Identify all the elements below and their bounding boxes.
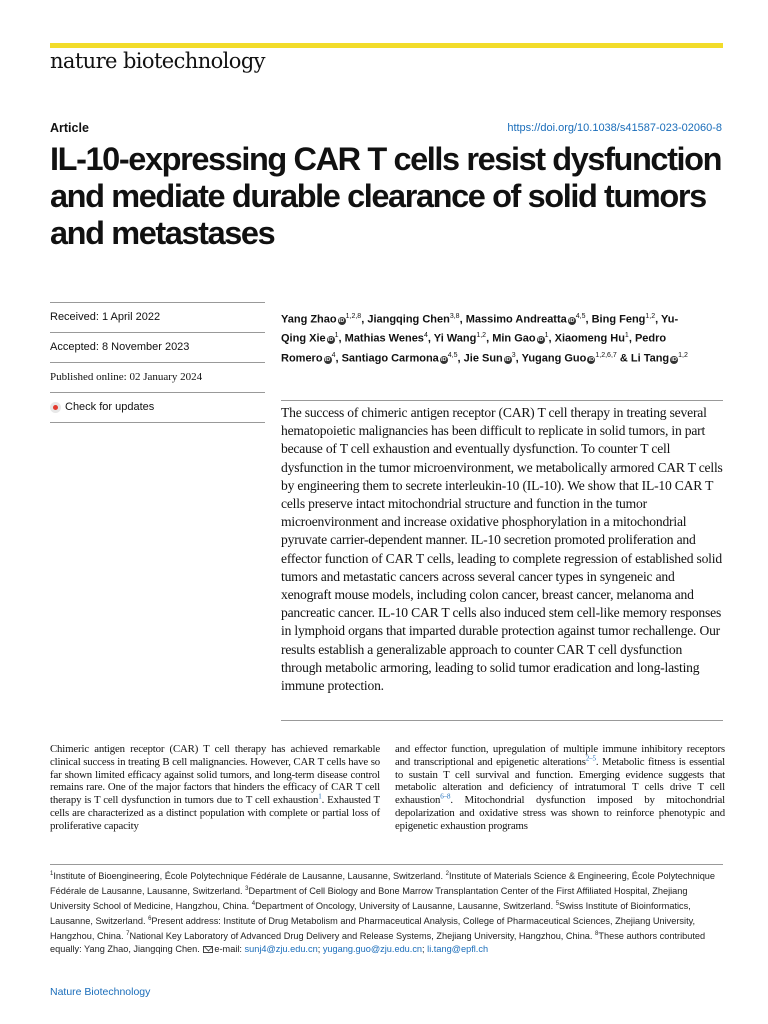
author-affiliation-marker: 1,2	[476, 332, 487, 340]
author-name[interactable]: Santiago Carmona	[341, 352, 439, 365]
check-for-updates-button[interactable]	[50, 392, 265, 423]
author-affiliation-marker: 1,2	[645, 313, 656, 320]
orcid-icon[interactable]: iD	[671, 356, 677, 363]
author-affiliation-marker: 3,8	[449, 313, 460, 320]
affiliation-number: 8	[595, 930, 599, 937]
body-text: . Metabolic fitness is essential to sustain T cell survival and function. Emerging evidence suggests that metabolic alteration and deficiency of intratumoral T cells drive T cell exhaustion	[395, 755, 725, 807]
check-for-updates-label: Check for updates	[65, 401, 155, 413]
affiliation-text: Institute of Bioengineering, École Polytechnique Fédérale de Lausanne, Lausanne, Switzerland.	[53, 871, 446, 882]
published-date: Published online: 02 January 2024	[50, 362, 265, 392]
author-affiliation-marker: 4,5	[575, 313, 586, 320]
author-affiliation-marker: 1,2,6,7	[595, 351, 617, 359]
affiliation-text: National Key Laboratory of Advanced Drug Delivery and Release Systems, Zhejiang University, Hangzhou, China.	[129, 930, 596, 941]
author-affiliation-marker: 1,2	[678, 351, 688, 359]
doi-link[interactable]: https://doi.org/10.1038/s41587-023-02060-8	[507, 122, 722, 134]
article-title: IL-10-expressing CAR T cells resist dysfunction and mediate durable clearance of solid tumors and metastases	[50, 141, 722, 251]
body-column-right	[395, 743, 725, 833]
affiliation-text: Department of Cell Biology and Bone Marrow Transplantation Center of the First Affiliated Hospital, Zhejiang University School of Medicine, Hangzhou, China.	[50, 886, 688, 911]
author-name[interactable]: Xiaomeng Hu	[554, 333, 625, 346]
author-affiliation-marker: 1	[544, 332, 549, 340]
affiliation-number: 3	[245, 885, 249, 892]
author-name[interactable]: Yang Zhao	[281, 313, 337, 326]
abstract: The success of chimeric antigen receptor (CAR) T cell therapy in treating several hematopoietic malignancies has been difficult to replicate in solid tumors, in part because of T cell exhaustion and eventually dysfunction. To counter T cell dysfunction in the tumor microenvironment, we metabolically armored CAR T cells by engineering them to secrete interleukin-10 (IL-10). We show that IL-10 CAR T cells preserve intact mitochondrial structure and function in the tumor microenvironment and increase oxidative phosphorylation in a mitochondrial pyruvate carrier-dependent manner. IL-10 secretion promoted proliferation and effector function of CAR T cells, leading to complete regression of established solid tumors and metastatic cancers across several cancer types in syngeneic and xenograft mouse models, including colon cancer, breast cancer, melanoma and pancreatic cancer. IL-10 CAR T cells also induced stem cell-like memory responses in lymphoid organs that imparted durable protection against tumor rechallenge. Our results establish a generalizable approach to counter CAR T cell dysfunction through metabolic armoring, leading to solid tumor eradication and long-lasting immune protection.	[281, 405, 723, 694]
author-affiliation-marker: 1	[624, 332, 629, 340]
author-name[interactable]: Jie Sun	[463, 352, 503, 365]
author-name[interactable]: Massimo Andreatta	[465, 313, 567, 326]
affiliations: $^1$Institute of Bioengineering, École Polytechnique Fédérale de Lausanne, Lausanne, Switzerland. $^2$Institute of Materials Science & Engineering, École Polytechnique Fédérale de Lausanne, Lausanne, Switzerland. $^3$Department of Cell Biology and Bone Marrow Transplantation Center of the First Affiliated Hospital, Zhejiang University School of Medicine, Hangzhou, China. $^4$Department of Oncology, University of Lausanne, Lausanne, Switzerland. $^5$Swiss Institute of Bioinformatics, Lausanne, Switzerland. $^6$Present address: Institute of Drug Metabolism and Pharmaceutical Analysis, College of Pharmaceutical Sciences, Zhejiang University, Hangzhou, China. $^7$National Key Laboratory of Advanced Drug Delivery and Release Systems, Zhejiang University, Hangzhou, China. $^8$These authors contributed equally: Yang Zhao, Jiangqing Chen. e-mail: sunj4@zju.edu.cn; yugang.guo@zju.edu.cn; li.tang@epfl.ch	[50, 871, 716, 954]
body-text: . Mitochondrial dysfunction imposed by mitochondrial depolarization and oxidative stress was shown to reinforce phenotypic and epigenetic exhaustion programs	[395, 794, 725, 832]
email-label: e-mail:	[214, 943, 245, 954]
author-list: Yang Zhao iD$^{1,2,8}$, Jiangqing Chen$^{3,8}$, Massimo Andreatta iD$^{4,5}$, Bing Feng$^{1,2}$, Yu-Qing Xie $iD^1$, Mathias Wenes$^4$, Yi Wang$^{1,2}$, Min Gao $iD^1$, Xiaomeng Hu$^1$, Pedro Romero $iD^4$, Santiago Carmona iD$^{4,5}$, Jie Sun $iD^3$, Yugang Guo iD$^{1,2,6,7}$ & Li Tang iD$^{1,2}$	[281, 313, 688, 365]
email-link[interactable]: li.tang@epfl.ch	[427, 943, 489, 954]
affiliation-text: Present address: Institute of Drug Metabolism and Pharmaceutical Analysis, College of Pharmaceutical Sciences, Zhejiang University, Hangzhou, China.	[50, 915, 696, 941]
affiliation-number: 2	[445, 871, 449, 877]
crossmark-icon	[50, 402, 61, 413]
reference-link[interactable]: 1	[318, 792, 322, 801]
author-name[interactable]: Jiangqing Chen	[367, 313, 450, 326]
reference-link[interactable]: 2–5	[585, 754, 596, 763]
journal-name: nature biotechnology	[50, 49, 265, 73]
affiliation-text: Swiss Institute of Bioinformatics, Lausanne, Switzerland.	[50, 901, 691, 926]
affiliation-number: 5	[555, 900, 560, 907]
affiliation-number: 1	[50, 871, 54, 877]
orcid-icon[interactable]: iD	[338, 317, 345, 324]
orcid-icon[interactable]: iD	[588, 356, 595, 363]
affiliation-number: 4	[251, 900, 256, 907]
author-affiliation-marker: 4,5	[447, 351, 458, 359]
orcid-icon[interactable]: iD	[324, 356, 331, 363]
body-column-left	[50, 743, 380, 833]
email-link[interactable]: sunj4@zju.edu.cn	[244, 943, 318, 954]
affiliation-text: Institute of Materials Science & Engineering, École Polytechnique Fédérale de Lausanne, Lausanne, Switzerland.	[50, 871, 716, 897]
body-text: and effector function, upregulation of multiple immune inhibitory receptors and transcriptional and epigenetic alterations	[395, 743, 725, 768]
journal-accent-bar	[50, 43, 723, 48]
author-affiliation-marker: 1,2,8	[345, 313, 362, 320]
affiliation-text: Department of Oncology, University of Lausanne, Lausanne, Switzerland.	[255, 901, 556, 911]
author-affiliation-marker: 4	[331, 351, 336, 359]
author-name[interactable]: Yugang Guo	[521, 352, 587, 365]
author-name[interactable]: Mathias Wenes	[344, 333, 424, 346]
article-history	[50, 302, 265, 423]
envelope-icon	[203, 946, 213, 953]
abstract-bottom-rule	[281, 720, 723, 721]
orcid-icon[interactable]: iD	[505, 356, 511, 363]
author-name[interactable]: Min Gao	[492, 333, 536, 346]
orcid-icon[interactable]: iD	[327, 337, 334, 344]
email-link[interactable]: yugang.guo@zju.edu.cn	[322, 943, 423, 954]
affiliation-number: 7	[126, 930, 130, 937]
affiliation-number: 6	[148, 915, 152, 922]
body-text: . Exhausted T cells are characterized as a distinct population with complete or partial loss of proliferative capacity	[50, 794, 380, 832]
abstract-top-rule	[281, 400, 723, 401]
affiliation-text: These authors contributed equally: Yang Zhao, Jiangqing Chen.	[50, 930, 706, 954]
author-name[interactable]: & Li Tang	[619, 352, 670, 365]
body-text: Chimeric antigen receptor (CAR) T cell therapy has achieved remarkable clinical success in treating B cell malignancies. However, CAR T cells have so far shown limited efficacy against solid tumors, and long-term disease control remains rare. One of the major factors that hinders the efficacy of CAR T cell therapy is T cell dysfunction in tumors due to T cell exhaustion	[50, 743, 380, 807]
reference-link[interactable]: 6–8	[440, 792, 451, 801]
accepted-date: Accepted: 8 November 2023	[50, 332, 265, 362]
footer-journal-name: Nature Biotechnology	[50, 986, 151, 998]
author-name[interactable]: Pedro Romero	[281, 333, 667, 365]
received-date: Received: 1 April 2022	[50, 302, 265, 332]
author-affiliation-marker: 1	[334, 332, 339, 340]
orcid-icon[interactable]: iD	[537, 337, 544, 344]
author-affiliation-marker: 4	[423, 332, 428, 340]
author-affiliation-marker: 3	[511, 351, 516, 359]
author-name[interactable]: Bing Feng	[591, 313, 646, 326]
affiliations-rule	[50, 864, 723, 865]
orcid-icon[interactable]: iD	[441, 356, 447, 363]
article-type-label: Article	[50, 121, 89, 135]
author-name[interactable]: Yi Wang	[433, 333, 477, 346]
orcid-icon[interactable]: iD	[569, 317, 575, 324]
author-name[interactable]: Yu-Qing Xie	[281, 313, 679, 346]
